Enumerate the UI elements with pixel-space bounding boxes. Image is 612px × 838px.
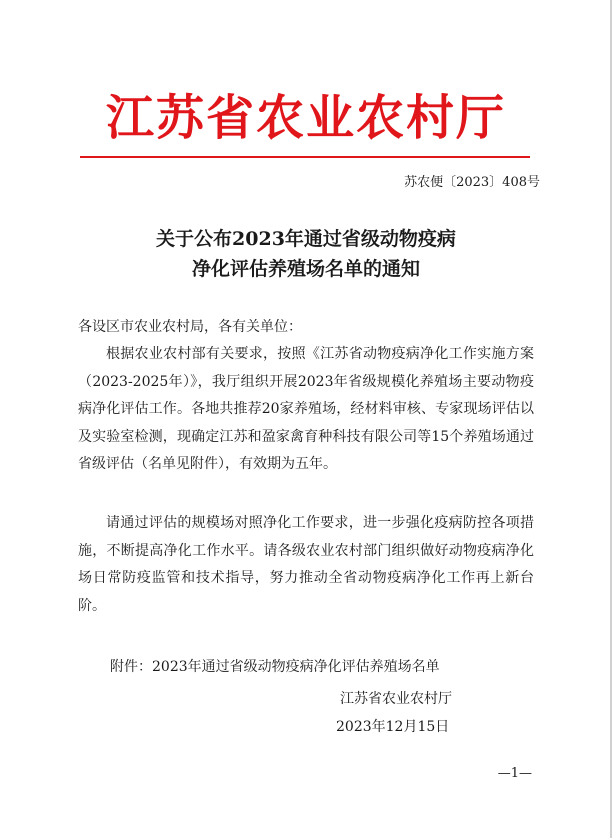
salutation: 各设区市农业农村局，各有关单位： — [78, 319, 302, 335]
document-number: 苏农便〔2023〕408号 — [404, 175, 540, 190]
notice-title-line-2: 净化评估养殖场名单的通知 — [191, 258, 420, 280]
notice-title-line-1: 关于公布2023年通过省级动物疫病 — [156, 228, 456, 250]
signature-date: 2023年12月15日 — [336, 719, 450, 735]
page-number: —1— — [497, 766, 532, 781]
signature-organization: 江苏省农业农村厅 — [340, 691, 452, 707]
letterhead-title: 江苏省农业农村厅 — [105, 90, 506, 146]
body-paragraph-2: 请通过评估的规模场对照净化工作要求，进一步强化疫病防控各项措施，不断提高净化工作水平。请各级农业农村部门组织做好动物疫病净化场日常防疫监管和技术指导，努力推动全省动物疫病净化工作再上新台阶。 — [78, 515, 534, 614]
notice-title — [0, 224, 612, 284]
attachment-note: 附件：2023年通过省级动物疫病净化评估养殖场名单 — [110, 659, 440, 675]
letterhead-red-rule — [80, 156, 530, 158]
body-paragraph-1: 根据农业农村部有关要求，按照《江苏省动物疫病净化工作实施方案（2023-2025年）》，我厅组织开展2023年省级规模化养殖场主要动物疫病净化评估工作。各地共推荐20家养殖场，经材料审核、专家现场评估以及实验室检测，现确定江苏和盈家禽育种科技有限公司等15个养殖场通过省级评估（名单见附件），有效期为五年。 — [78, 346, 534, 472]
